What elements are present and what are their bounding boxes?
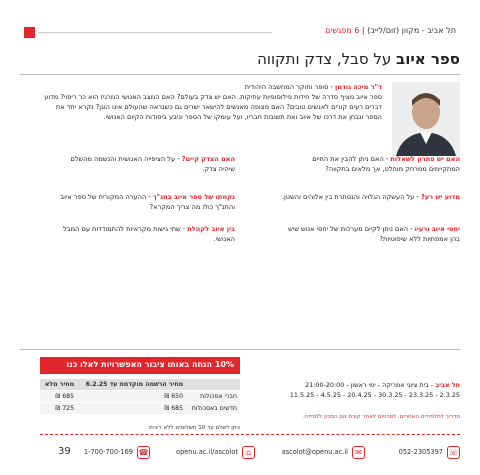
contact-email[interactable] (282, 444, 365, 460)
breadcrumb: תל אביב - מקוון (זום/לייב) | 6 מפגשים (325, 26, 456, 35)
registration-note: מדריך לתלמידים האחרים. לפרטים לאתר קורס זום המכון ללמידה. (302, 414, 460, 420)
table-cell: 685 ₪ (40, 391, 77, 403)
phone-icon: ☏ (448, 447, 459, 457)
website-label: openu.ac.il/ascolot (176, 448, 238, 456)
topic-key: מדוע יש רע? (420, 193, 460, 201)
page-title (257, 50, 460, 68)
title-divider (20, 74, 460, 75)
topic-item (55, 154, 235, 174)
hotline-icon: ☎ (138, 447, 149, 457)
email-label: ascolot@openu.ac.il (281, 448, 348, 456)
table-cell: 650 ₪ (77, 391, 186, 403)
author-role: - סופר וחוקר המחשבה היהודית (244, 83, 336, 91)
table-row (40, 403, 240, 415)
author-name: ד"ר מיכה גודמן (335, 83, 382, 91)
topic-key: נקמתו של ספר איוב בתנ"ך (152, 193, 235, 201)
topic-key: יחסי איוב ורעיו (414, 225, 460, 233)
schedule-dates: 2.3.25 - 23.3.25 - 30.3.25 - 20.4.25 - 4.5.25 - 11.5.25 (289, 391, 460, 399)
author-photo (392, 82, 460, 156)
table-cell: חדשים באסכולות (186, 403, 240, 415)
title-bold: ספר איוב (396, 50, 460, 68)
table-cell: 725 ₪ (40, 403, 77, 415)
topic-item (280, 154, 460, 174)
contact-phone[interactable] (399, 444, 460, 460)
table-cell: חברי אסכולות (186, 391, 240, 403)
topic-desc: - האם ניתן לקיים מערכות של יחסי אנוש שיש בהן אמפתיות ללא שיפוטיות? (288, 225, 460, 243)
price-table (40, 379, 240, 414)
topic-desc: - ההערה המקורית של ספר איוב והתנ"ך כולו מה צריך המקרא? (60, 193, 235, 211)
discount-banner (40, 357, 240, 374)
schedule-block (260, 380, 460, 400)
topic-key: בין איוב לקהלת (187, 225, 235, 233)
hotline-label: 1-700-700-169 (83, 448, 133, 456)
email-icon: ✉ (352, 446, 365, 459)
topic-desc: - על הציפייה האנושית והנשמה מהשלם שיהיה צדק. (70, 155, 235, 173)
topic-item (55, 192, 235, 212)
top-bar (18, 24, 462, 40)
top-divider (38, 32, 272, 33)
page-number: 39 (58, 446, 71, 457)
breadcrumb-location: תל אביב - מקוון (זום/לייב) (367, 26, 456, 35)
schedule-location: תל אביב (435, 381, 460, 389)
topic-key: האם הצדק קיים? (181, 155, 235, 163)
contact-website[interactable] (176, 444, 255, 460)
topic-desc: - האם ניתן להבין את החיים המתקיימים ממרחק מוחלט, אך מלאים בתקווה? (312, 155, 460, 173)
contact-footer (40, 440, 460, 462)
price-table-header (40, 379, 240, 391)
table-row (40, 391, 240, 403)
schedule-details: - בית ציוני אמריקה - ימי ראשון - 21:00-20:00 (305, 381, 436, 389)
topic-desc: - שתי גישות מקראיות להתמודדות עם המבל האנושי. (63, 225, 235, 243)
price-header-cell: מחיר מלא (40, 379, 77, 391)
topic-desc: - על העשקה הגלויה והנסתרת בין אלוהים והשטן. (281, 193, 421, 201)
breadcrumb-sessions: 6 מפגשים (325, 26, 360, 35)
contact-hotline[interactable] (84, 444, 150, 460)
website-icon: ⌂ (242, 446, 255, 459)
title-rest: על סבל, צדק ותקווה (257, 50, 397, 68)
topic-item (280, 224, 460, 244)
intro-text (40, 82, 382, 122)
section-divider (20, 349, 460, 350)
price-header-cell (186, 379, 240, 391)
price-header-cell: מחיר הרשמה מוקדמת עד 6.2.25 (77, 379, 186, 391)
table-cell: 685 ₪ (77, 403, 186, 415)
discount-banner-text: 10% הנחה באותו ציבור האפשרויות לאלו כנו (66, 360, 234, 369)
payment-note: ניתן לשלם עד 10 תשלומים ללא ריבית (149, 425, 240, 431)
topic-key: האם יש פתרון לשאלות (390, 155, 460, 163)
brand-square-icon (24, 27, 35, 38)
intro-body: ספר איוב מציף סדרה של חידות פילוסופיות עתיקות. האם יש צדק בעולם? האם המצב האנושי המרגיז הוא כר ריפוי? מדוע דברים רעים קורים לאנשים טובים? האם מצופה מאנשים להישאר ישרים גם כשנראה שהעולם אינו הוגן? נקרא יחד את הספר ונבחן את דרכו של איוב ואת תשובות חבריו, ועל עומקו של הספר וניבע ביסודות הקיום האנושי. (44, 93, 382, 121)
topic-item (55, 224, 235, 244)
footer-divider (40, 434, 460, 436)
phone-label: 052-2305397 (398, 448, 443, 456)
topic-item (280, 192, 460, 202)
